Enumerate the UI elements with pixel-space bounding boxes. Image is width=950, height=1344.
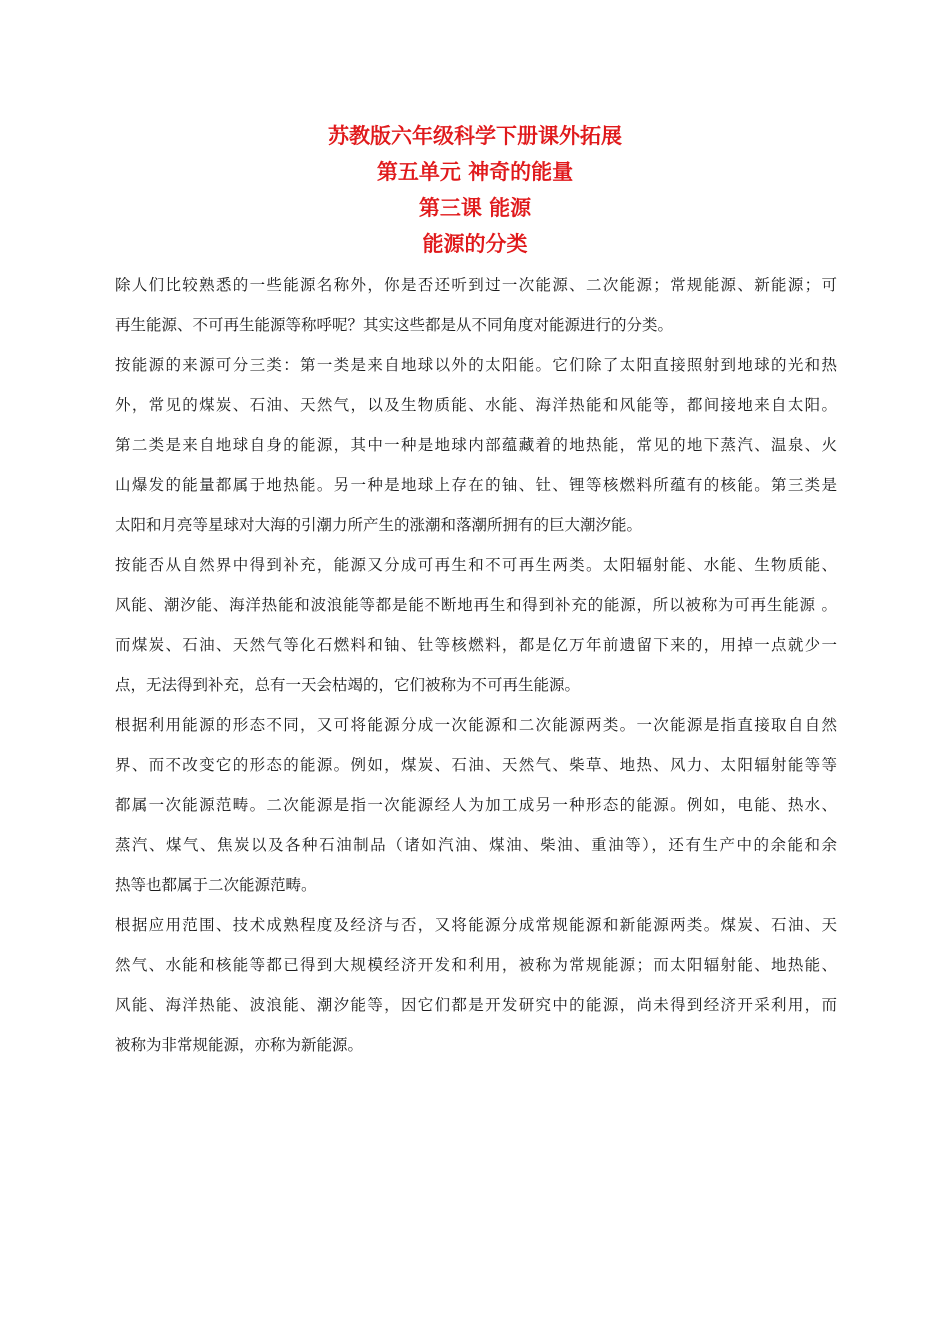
text-line: 然气、水能和核能等都已得到大规模经济开发和利用，被称为常规能源；而太阳辐射能、地热能、	[115, 956, 837, 974]
body-text	[115, 265, 837, 1065]
text-line: 根据应用范围、技术成熟程度及经济与否，又将能源分成常规能源和新能源两类。煤炭、石油、天	[115, 916, 837, 934]
paragraph	[115, 545, 837, 705]
lesson-title: 第三课 能源	[418, 196, 532, 220]
text-line: 按能否从自然界中得到补充，能源又分成可再生和不可再生两类。太阳辐射能、水能、生物质能、	[115, 556, 837, 574]
text-line: 界、而不改变它的形态的能源。例如，煤炭、石油、天然气、柴草、地热、风力、太阳辐射能等等	[115, 756, 837, 774]
text-line: 热等也都属于二次能源范畴。	[115, 876, 317, 894]
paragraph	[115, 265, 837, 345]
text-line: 根据利用能源的形态不同，又可将能源分成一次能源和二次能源两类。一次能源是指直接取自自然	[115, 716, 837, 734]
text-line: 山爆发的能量都属于地热能。另一种是地球上存在的铀、钍、锂等核燃料所蕴有的核能。第三类是	[115, 476, 837, 494]
text-line: 太阳和月亮等星球对大海的引潮力所产生的涨潮和落潮所拥有的巨大潮汐能。	[115, 516, 643, 534]
unit-title: 第五单元 神奇的能量	[376, 160, 574, 184]
paragraph	[115, 345, 837, 545]
text-line: 按能源的来源可分三类：第一类是来自地球以外的太阳能。它们除了太阳直接照射到地球的光和热	[115, 356, 837, 374]
paragraph	[115, 905, 837, 1065]
text-line: 第二类是来自地球自身的能源，其中一种是地球内部蕴藏着的地热能，常见的地下蒸汽、温泉、火	[115, 436, 837, 454]
document-title: 苏教版六年级科学下册课外拓展	[328, 124, 622, 148]
text-line: 除人们比较熟悉的一些能源名称外，你是否还听到过一次能源、二次能源；常规能源、新能源；可	[115, 276, 837, 294]
paragraph	[115, 705, 837, 905]
title-block	[0, 118, 950, 262]
text-line: 蒸汽、煤气、焦炭以及各种石油制品（诸如汽油、煤油、柴油、重油等），还有生产中的余能和余	[115, 836, 837, 854]
text-line: 再生能源、不可再生能源等称呼呢？其实这些都是从不同角度对能源进行的分类。	[115, 316, 674, 334]
text-line: 都属一次能源范畴。二次能源是指一次能源经人为加工成另一种形态的能源。例如，电能、热水、	[115, 796, 837, 814]
text-line: 被称为非常规能源，亦称为新能源。	[115, 1036, 364, 1054]
text-line: 外，常见的煤炭、石油、天然气，以及生物质能、水能、海洋热能和风能等，都间接地来自太阳。	[115, 396, 837, 414]
section-title: 能源的分类	[422, 232, 528, 256]
text-line: 风能、潮汐能、海洋热能和波浪能等都是能不断地再生和得到补充的能源，所以被称为可再生能源 。	[115, 596, 837, 614]
text-line: 风能、海洋热能、波浪能、潮汐能等，因它们都是开发研究中的能源，尚未得到经济开采利用，而	[115, 996, 837, 1014]
text-line: 点，无法得到补充，总有一天会枯竭的，它们被称为不可再生能源。	[115, 676, 581, 694]
text-line: 而煤炭、石油、天然气等化石燃料和铀、钍等核燃料，都是亿万年前遗留下来的，用掉一点就少一	[115, 636, 837, 654]
